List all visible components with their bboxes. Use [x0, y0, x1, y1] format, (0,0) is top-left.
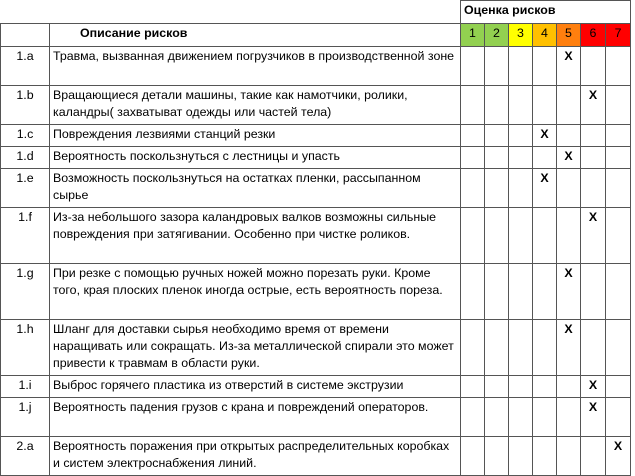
rating-cell	[533, 320, 557, 376]
rating-cell	[461, 398, 485, 437]
risk-mark: X	[557, 147, 581, 169]
rating-cell	[557, 125, 581, 147]
rating-cell	[509, 86, 533, 125]
rating-cell	[485, 147, 509, 169]
rating-cell	[581, 264, 606, 320]
risk-mark: X	[581, 208, 606, 264]
rating-scale-6: 6	[581, 24, 606, 47]
rating-cell	[485, 169, 509, 208]
rating-scale-7: 7	[606, 24, 631, 47]
rating-cell	[581, 437, 606, 476]
rating-scale-1: 1	[461, 24, 485, 47]
rating-cell	[461, 437, 485, 476]
column-header-row	[1, 24, 631, 47]
risk-mark: X	[557, 47, 581, 86]
rating-cell	[533, 208, 557, 264]
rating-cell	[509, 47, 533, 86]
risk-row	[1, 264, 631, 320]
description-header: Описание рисков	[50, 24, 461, 47]
rating-cell	[606, 125, 631, 147]
rating-cell	[509, 169, 533, 208]
rating-cell	[485, 376, 509, 398]
risk-description: Из-за небольшого зазора каландровых валков возможны сильные повреждения при затягивании. Особенно при чистке роликов.	[50, 208, 461, 264]
rating-cell	[509, 398, 533, 437]
risk-id: 1.d	[1, 147, 50, 169]
blank-cell	[50, 1, 461, 24]
rating-cell	[533, 264, 557, 320]
rating-cell	[557, 398, 581, 437]
rating-cell	[533, 398, 557, 437]
rating-cell	[533, 86, 557, 125]
risk-row	[1, 147, 631, 169]
risk-mark: X	[533, 125, 557, 147]
risk-row	[1, 320, 631, 376]
blank-cell	[1, 1, 50, 24]
rating-cell	[533, 147, 557, 169]
risk-description: Выброс горячего пластика из отверстий в системе экструзии	[50, 376, 461, 398]
rating-cell	[485, 208, 509, 264]
section-header-row	[1, 1, 631, 24]
rating-cell	[509, 320, 533, 376]
risk-row	[1, 47, 631, 86]
rating-cell	[485, 47, 509, 86]
risk-row	[1, 398, 631, 437]
risk-row	[1, 376, 631, 398]
rating-cell	[606, 47, 631, 86]
rating-cell	[485, 264, 509, 320]
rating-scale-5: 5	[557, 24, 581, 47]
rating-cell	[461, 169, 485, 208]
risk-id: 1.b	[1, 86, 50, 125]
rating-cell	[509, 264, 533, 320]
rating-cell	[461, 47, 485, 86]
risk-id: 1.h	[1, 320, 50, 376]
risk-description: Вероятность поскользнуться с лестницы и упасть	[50, 147, 461, 169]
risk-mark: X	[581, 376, 606, 398]
rating-cell	[557, 169, 581, 208]
rating-cell	[461, 376, 485, 398]
risk-mark: X	[533, 169, 557, 208]
rating-cell	[509, 125, 533, 147]
rating-cell	[509, 208, 533, 264]
rating-cell	[533, 437, 557, 476]
rating-cell	[581, 47, 606, 86]
rating-scale-2: 2	[485, 24, 509, 47]
rating-cell	[485, 125, 509, 147]
rating-cell	[581, 320, 606, 376]
rating-scale-3: 3	[509, 24, 533, 47]
risk-assessment-title: Оценка рисков	[461, 1, 631, 24]
risk-description: Повреждения лезвиями станций резки	[50, 125, 461, 147]
risk-mark: X	[557, 264, 581, 320]
risk-id: 1.a	[1, 47, 50, 86]
risk-id: 1.g	[1, 264, 50, 320]
risk-description: Вращающиеся детали машины, такие как намотчики, ролики, каландры( захватыват одежды или частей тела)	[50, 86, 461, 125]
rating-cell	[485, 86, 509, 125]
risk-description: Вероятность поражения при открытых распределительных коробках и систем электроснабжения линий.	[50, 437, 461, 476]
risk-description: Травма, вызванная движением погрузчиков в производственной зоне	[50, 47, 461, 86]
risk-row	[1, 208, 631, 264]
rating-cell	[533, 376, 557, 398]
rating-cell	[557, 208, 581, 264]
rating-cell	[557, 376, 581, 398]
rating-cell	[461, 264, 485, 320]
risk-mark: X	[581, 86, 606, 125]
risk-id: 1.i	[1, 376, 50, 398]
rating-cell	[606, 147, 631, 169]
rating-cell	[485, 320, 509, 376]
risk-id: 1.e	[1, 169, 50, 208]
rating-cell	[606, 320, 631, 376]
risk-row	[1, 169, 631, 208]
rating-cell	[581, 169, 606, 208]
rating-cell	[461, 147, 485, 169]
risk-description: Вероятность падения грузов с крана и повреждений операторов.	[50, 398, 461, 437]
rating-cell	[581, 125, 606, 147]
rating-cell	[509, 147, 533, 169]
risk-id: 1.j	[1, 398, 50, 437]
rating-cell	[461, 86, 485, 125]
risk-mark: X	[581, 398, 606, 437]
rating-cell	[533, 47, 557, 86]
rating-cell	[509, 376, 533, 398]
rating-cell	[606, 86, 631, 125]
rating-scale-4: 4	[533, 24, 557, 47]
rating-cell	[461, 125, 485, 147]
rating-cell	[606, 398, 631, 437]
rating-cell	[581, 147, 606, 169]
rating-cell	[606, 169, 631, 208]
risk-id: 1.f	[1, 208, 50, 264]
risk-row	[1, 437, 631, 476]
risk-description: Возможность поскользнуться на остатках пленки, рассыпанном сырье	[50, 169, 461, 208]
risk-mark: X	[557, 320, 581, 376]
rating-cell	[509, 437, 533, 476]
risk-id: 1.c	[1, 125, 50, 147]
rating-cell	[461, 208, 485, 264]
risk-description: При резке с помощью ручных ножей можно порезать руки. Кроме того, края плоских пленок иногда острые, есть вероятность пореза.	[50, 264, 461, 320]
risk-mark: X	[606, 437, 631, 476]
rating-cell	[606, 264, 631, 320]
rating-cell	[557, 86, 581, 125]
rating-cell	[557, 437, 581, 476]
id-header-cell	[1, 24, 50, 47]
rating-cell	[485, 437, 509, 476]
rating-cell	[461, 320, 485, 376]
rating-cell	[606, 376, 631, 398]
risk-row	[1, 125, 631, 147]
rating-cell	[606, 208, 631, 264]
risk-description: Шланг для доставки сырья необходимо время от времени наращивать или сокращать. Из-за металлической спирали это может привести к травмам в области руки.	[50, 320, 461, 376]
rating-cell	[485, 398, 509, 437]
risk-id: 2.a	[1, 437, 50, 476]
risk-row	[1, 86, 631, 125]
